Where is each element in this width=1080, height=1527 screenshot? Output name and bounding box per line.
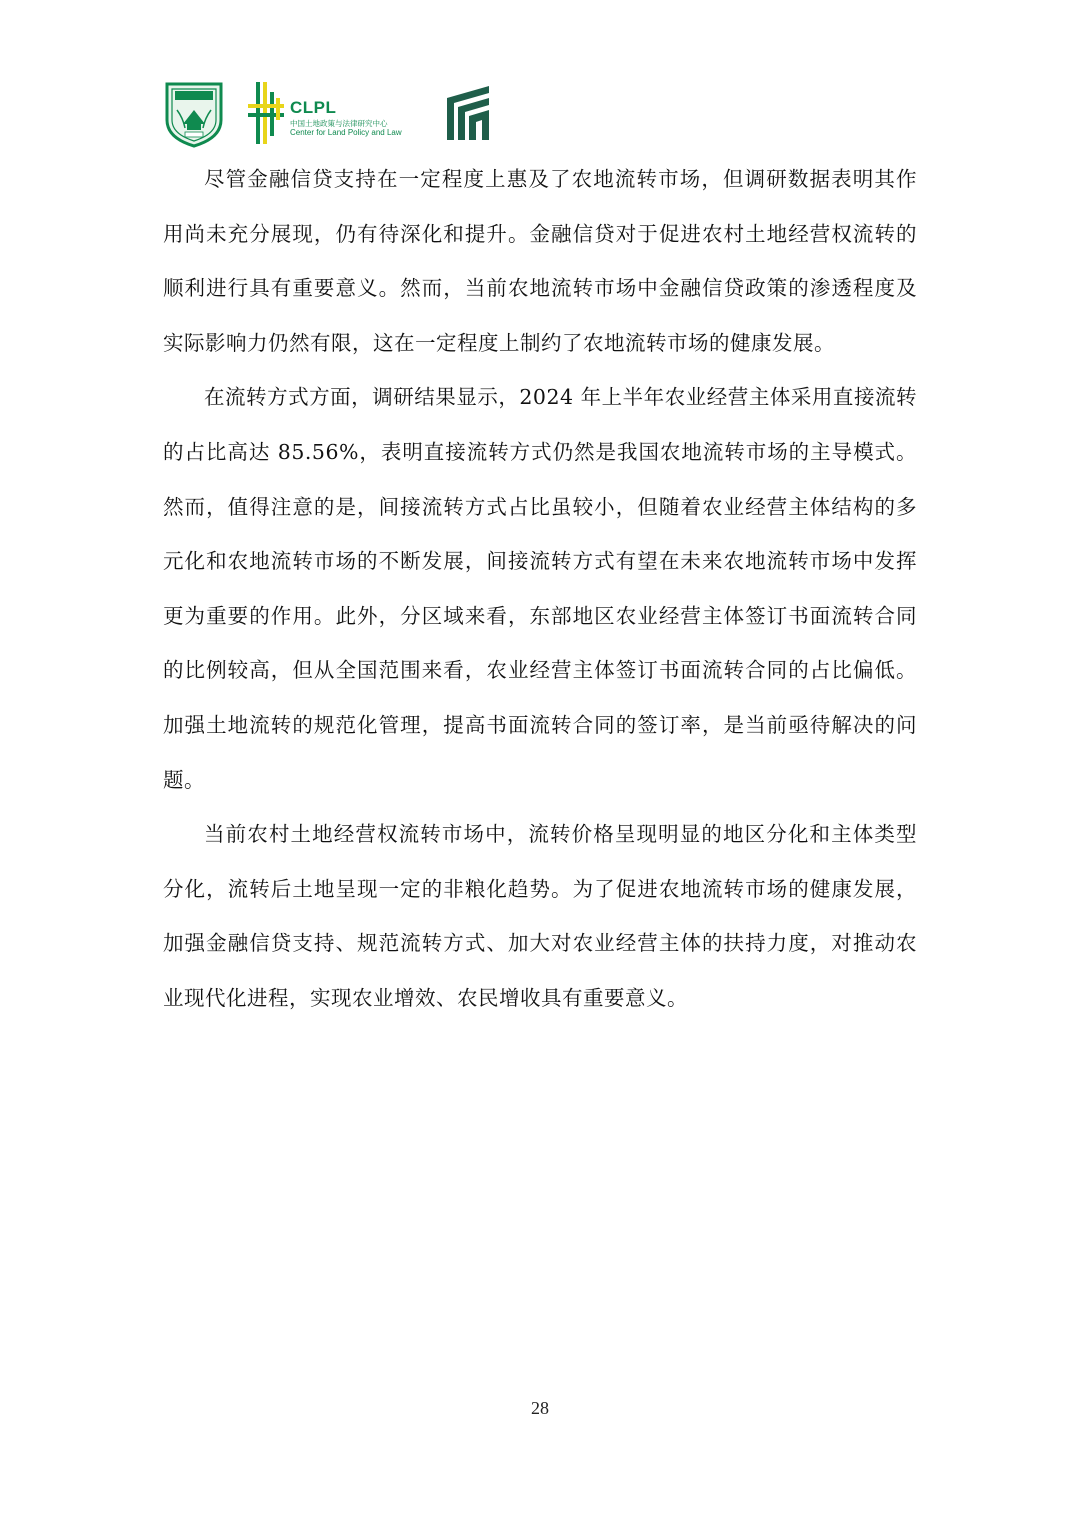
paragraph: 当前农村土地经营权流转市场中，流转价格呈现明显的地区分化和主体类型分化，流转后土地呈现一定的非粮化趋势。为了促进农地流转市场的健康发展，加强金融信贷支持、规范流转方式、加大对农业经营主体的扶持力度，对推动农业现代化进程，实现农业增效、农民增收具有重要意义。 bbox=[163, 822, 917, 1010]
page-number: 28 bbox=[531, 1398, 549, 1418]
clpl-logo-icon bbox=[246, 80, 286, 146]
paragraph: 尽管金融信贷支持在一定程度上惠及了农地流转市场，但调研数据表明其作用尚未充分展现，仍有待深化和提升。金融信贷对于促进农村土地经营权流转的顺利进行具有重要意义。然而，当前农地流转市场中金融信贷政策的渗透程度及实际影响力仍然有限，这在一定程度上制约了农地流转市场的健康发展。 bbox=[163, 167, 917, 355]
university-seal-icon bbox=[163, 80, 225, 148]
clpl-title: CLPL bbox=[290, 98, 337, 117]
paragraph: 在流转方式方面，调研结果显示，2024 年上半年农业经营主体采用直接流转的占比高达 85.56%，表明直接流转方式仍然是我国农地流转市场的主导模式。然而，值得注意的是，间接流转方式占比虽较小，但随着农业经营主体结构的多元化和农地流转市场的不断发展，间接流转方式有望在未来农地流转市场中发挥更为重要的作用。此外，分区域来看，东部地区农业经营主体签订书面流转合同的比例较高，但从全国范围来看，农业经营主体签订书面流转合同的占比偏低。加强土地流转的规范化管理，提高书面流转合同的签订率，是当前亟待解决的问题。 bbox=[163, 385, 917, 792]
body-text bbox=[163, 152, 917, 1026]
clpl-chinese-name: 中国土地政策与法律研究中心 bbox=[290, 119, 388, 128]
clpl-english-name: Center for Land Policy and Law bbox=[290, 128, 402, 137]
clpl-logo bbox=[246, 80, 426, 146]
building-logo-icon bbox=[445, 84, 491, 142]
document-header bbox=[163, 78, 503, 150]
